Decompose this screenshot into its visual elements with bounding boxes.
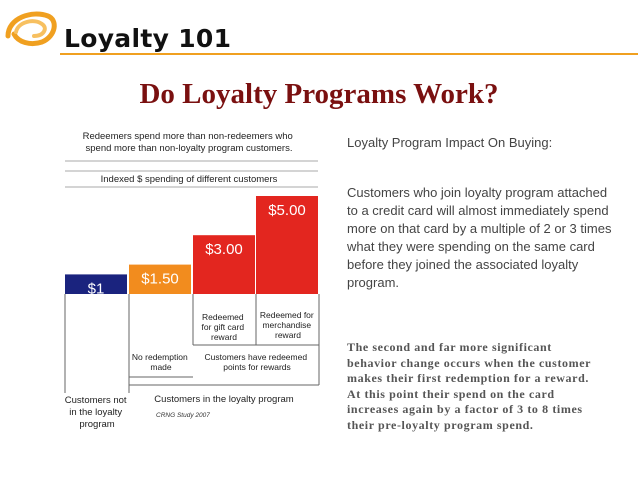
redeemed-group-label: Customers have redeemed points for rewards xyxy=(204,352,308,372)
paragraph-join: Customers who join loyalty program attached to a credit card will almost immediately spend more on that card by a multiple of 2 or 3 times what they were spending on the same card before they joined the associated loyalty program. xyxy=(347,185,612,290)
category-boxes xyxy=(65,294,319,393)
bar-category-label: Customers not in the loyalty program xyxy=(64,395,127,430)
impact-heading: Loyalty Program Impact On Buying: xyxy=(347,135,553,150)
bar-group xyxy=(65,196,318,297)
header-rule xyxy=(60,53,638,55)
chart-title xyxy=(83,131,296,154)
bar-value-label: $3.00 xyxy=(205,241,243,259)
brand-name: Loyalty 101 xyxy=(64,24,232,53)
slide-title: Do Loyalty Programs Work? xyxy=(139,78,499,110)
bar-category-label: No redemption made xyxy=(131,352,188,372)
bar-value-label: $5.00 xyxy=(268,202,306,219)
source-note: CRNG Study 2007 xyxy=(156,412,210,419)
bar-category-label: Redeemed for merchandise reward xyxy=(259,310,314,340)
loyalty-group-label: Customers in the loyalty program xyxy=(154,394,294,405)
paragraph-redemption: The second and far more significant behavior change occurs when the customer makes their first redemption for a reward. At this point their spend on the card increases again by a factor of 3 to 8 times their pre-loyalty program spend. xyxy=(347,340,591,432)
bar-value-label: $1.50 xyxy=(141,270,179,288)
chart-title-line-2: spend more than non-loyalty program customers. xyxy=(85,143,293,154)
logo-icon xyxy=(2,6,58,54)
chart-title-line-1: Redeemers spend more than non-redeemers who xyxy=(82,131,293,142)
bar-category-label: Redeemed for gift card reward xyxy=(201,312,245,342)
spending-chart xyxy=(60,125,330,448)
bar-value-label: $1 xyxy=(87,280,105,298)
chart-subtitle: Indexed $ spending of different customers xyxy=(100,174,278,185)
